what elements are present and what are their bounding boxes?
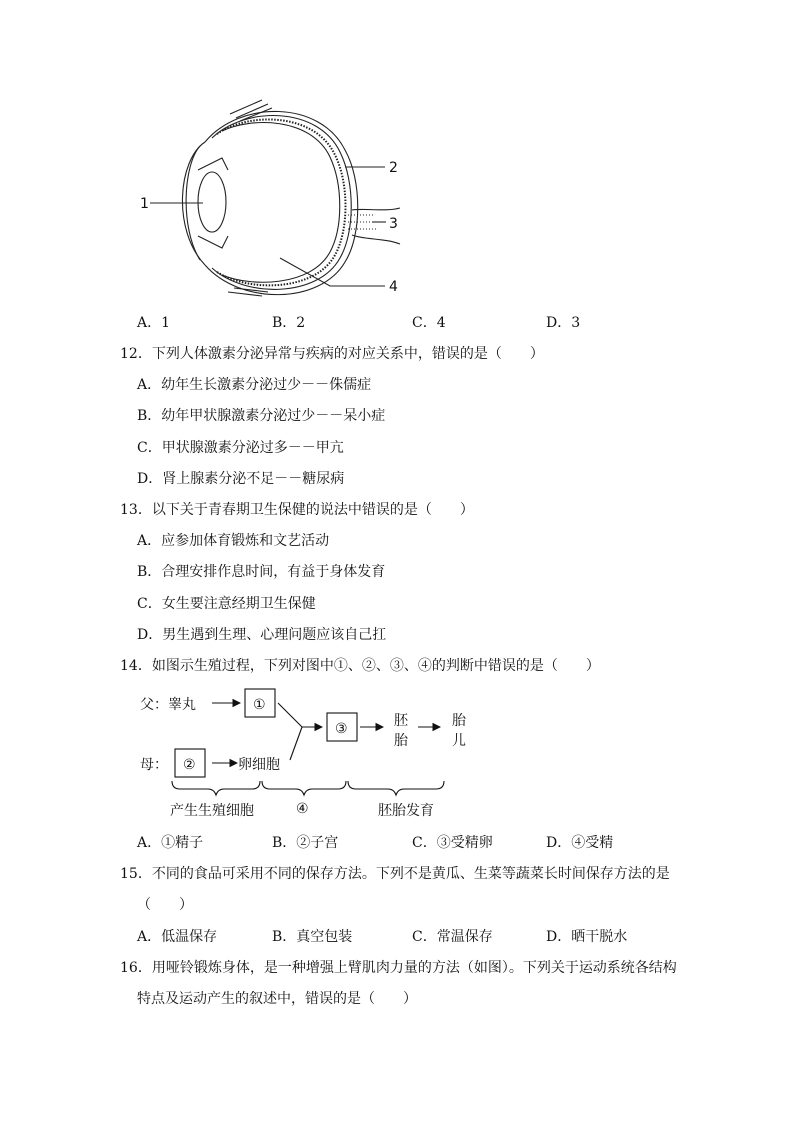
- q14-option-a[interactable]: A．①精子: [137, 835, 204, 851]
- q13-stem: 13．以下关于青春期卫生保健的说法中错误的是（ ）: [120, 502, 474, 518]
- q12-option-d[interactable]: D．肾上腺素分泌不足－－糖尿病: [137, 471, 345, 487]
- brace-label-development: 胚胎发育: [378, 803, 434, 819]
- embryo-char-2: 胎: [394, 733, 408, 749]
- q12-stem: 12．下列人体激素分泌异常与疾病的对应关系中，错误的是（ ）: [120, 346, 544, 362]
- q15-option-b[interactable]: B．真空包装: [272, 929, 353, 945]
- eye-label-4: 4: [389, 279, 398, 295]
- brace-label-gametes: 产生生殖细胞: [170, 803, 254, 819]
- q12-option-c[interactable]: C．甲状腺激素分泌过多－－甲亢: [137, 440, 344, 456]
- eye-diagram: [0, 0, 794, 310]
- q12-option-b[interactable]: B．幼年甲状腺激素分泌过少－－呆小症: [137, 408, 386, 424]
- eye-label-3: 3: [389, 216, 398, 232]
- q14-stem: 14．如图示生殖过程，下列对图中①、②、③、④的判断中错误的是（ ）: [120, 658, 600, 674]
- brace-label-4: ④: [296, 801, 309, 817]
- box-3-label: ③: [335, 721, 348, 737]
- fetus-char-2: 儿: [452, 733, 466, 749]
- q14-option-c[interactable]: C．③受精卵: [412, 835, 493, 851]
- q15-stem: 15．不同的食品可采用不同的保存方法。下列不是黄瓜、生菜等蔬菜长时间保存方法的是: [120, 866, 670, 882]
- father-label: 父：睾丸: [140, 697, 196, 713]
- q11-option-d[interactable]: D．3: [546, 315, 581, 331]
- q15-option-a[interactable]: A．低温保存: [137, 929, 218, 945]
- box-2-label: ②: [183, 757, 196, 773]
- eye-label-1: 1: [140, 196, 149, 212]
- fetus-char-1: 胎: [452, 713, 466, 729]
- mother-label: 母：: [140, 757, 168, 773]
- egg-cell-label: 卵细胞: [238, 757, 280, 773]
- embryo-char-1: 胚: [394, 713, 408, 729]
- q11-option-b[interactable]: B．2: [272, 315, 306, 331]
- q16-stem-continued: 特点及运动产生的叙述中，错误的是（ ）: [137, 991, 417, 1007]
- q11-option-a[interactable]: A．1: [137, 315, 171, 331]
- eye-label-2: 2: [389, 160, 398, 176]
- q15-option-c[interactable]: C．常温保存: [412, 929, 493, 945]
- q16-stem: 16．用哑铃锻炼身体，是一种增强上臂肌肉力量的方法（如图）。下列关于运动系统各结构: [120, 960, 677, 976]
- box-1-label: ①: [253, 697, 266, 713]
- q12-option-a[interactable]: A．幼年生长激素分泌过少－－侏儒症: [137, 377, 372, 393]
- reproduction-diagram: [0, 685, 794, 825]
- q13-option-c[interactable]: C．女生要注意经期卫生保健: [137, 596, 316, 612]
- q15-option-d[interactable]: D．晒干脱水: [546, 929, 628, 945]
- q14-option-b[interactable]: B．②子宫: [272, 835, 339, 851]
- q14-option-d[interactable]: D．④受精: [546, 835, 614, 851]
- q13-option-b[interactable]: B．合理安排作息时间，有益于身体发育: [137, 564, 386, 580]
- q11-option-c[interactable]: C．4: [412, 315, 446, 331]
- q15-stem-continued: （ ）: [137, 897, 193, 913]
- q13-option-d[interactable]: D．男生遇到生理、心理问题应该自己扛: [137, 627, 387, 643]
- q13-option-a[interactable]: A．应参加体育锻炼和文艺活动: [137, 533, 330, 549]
